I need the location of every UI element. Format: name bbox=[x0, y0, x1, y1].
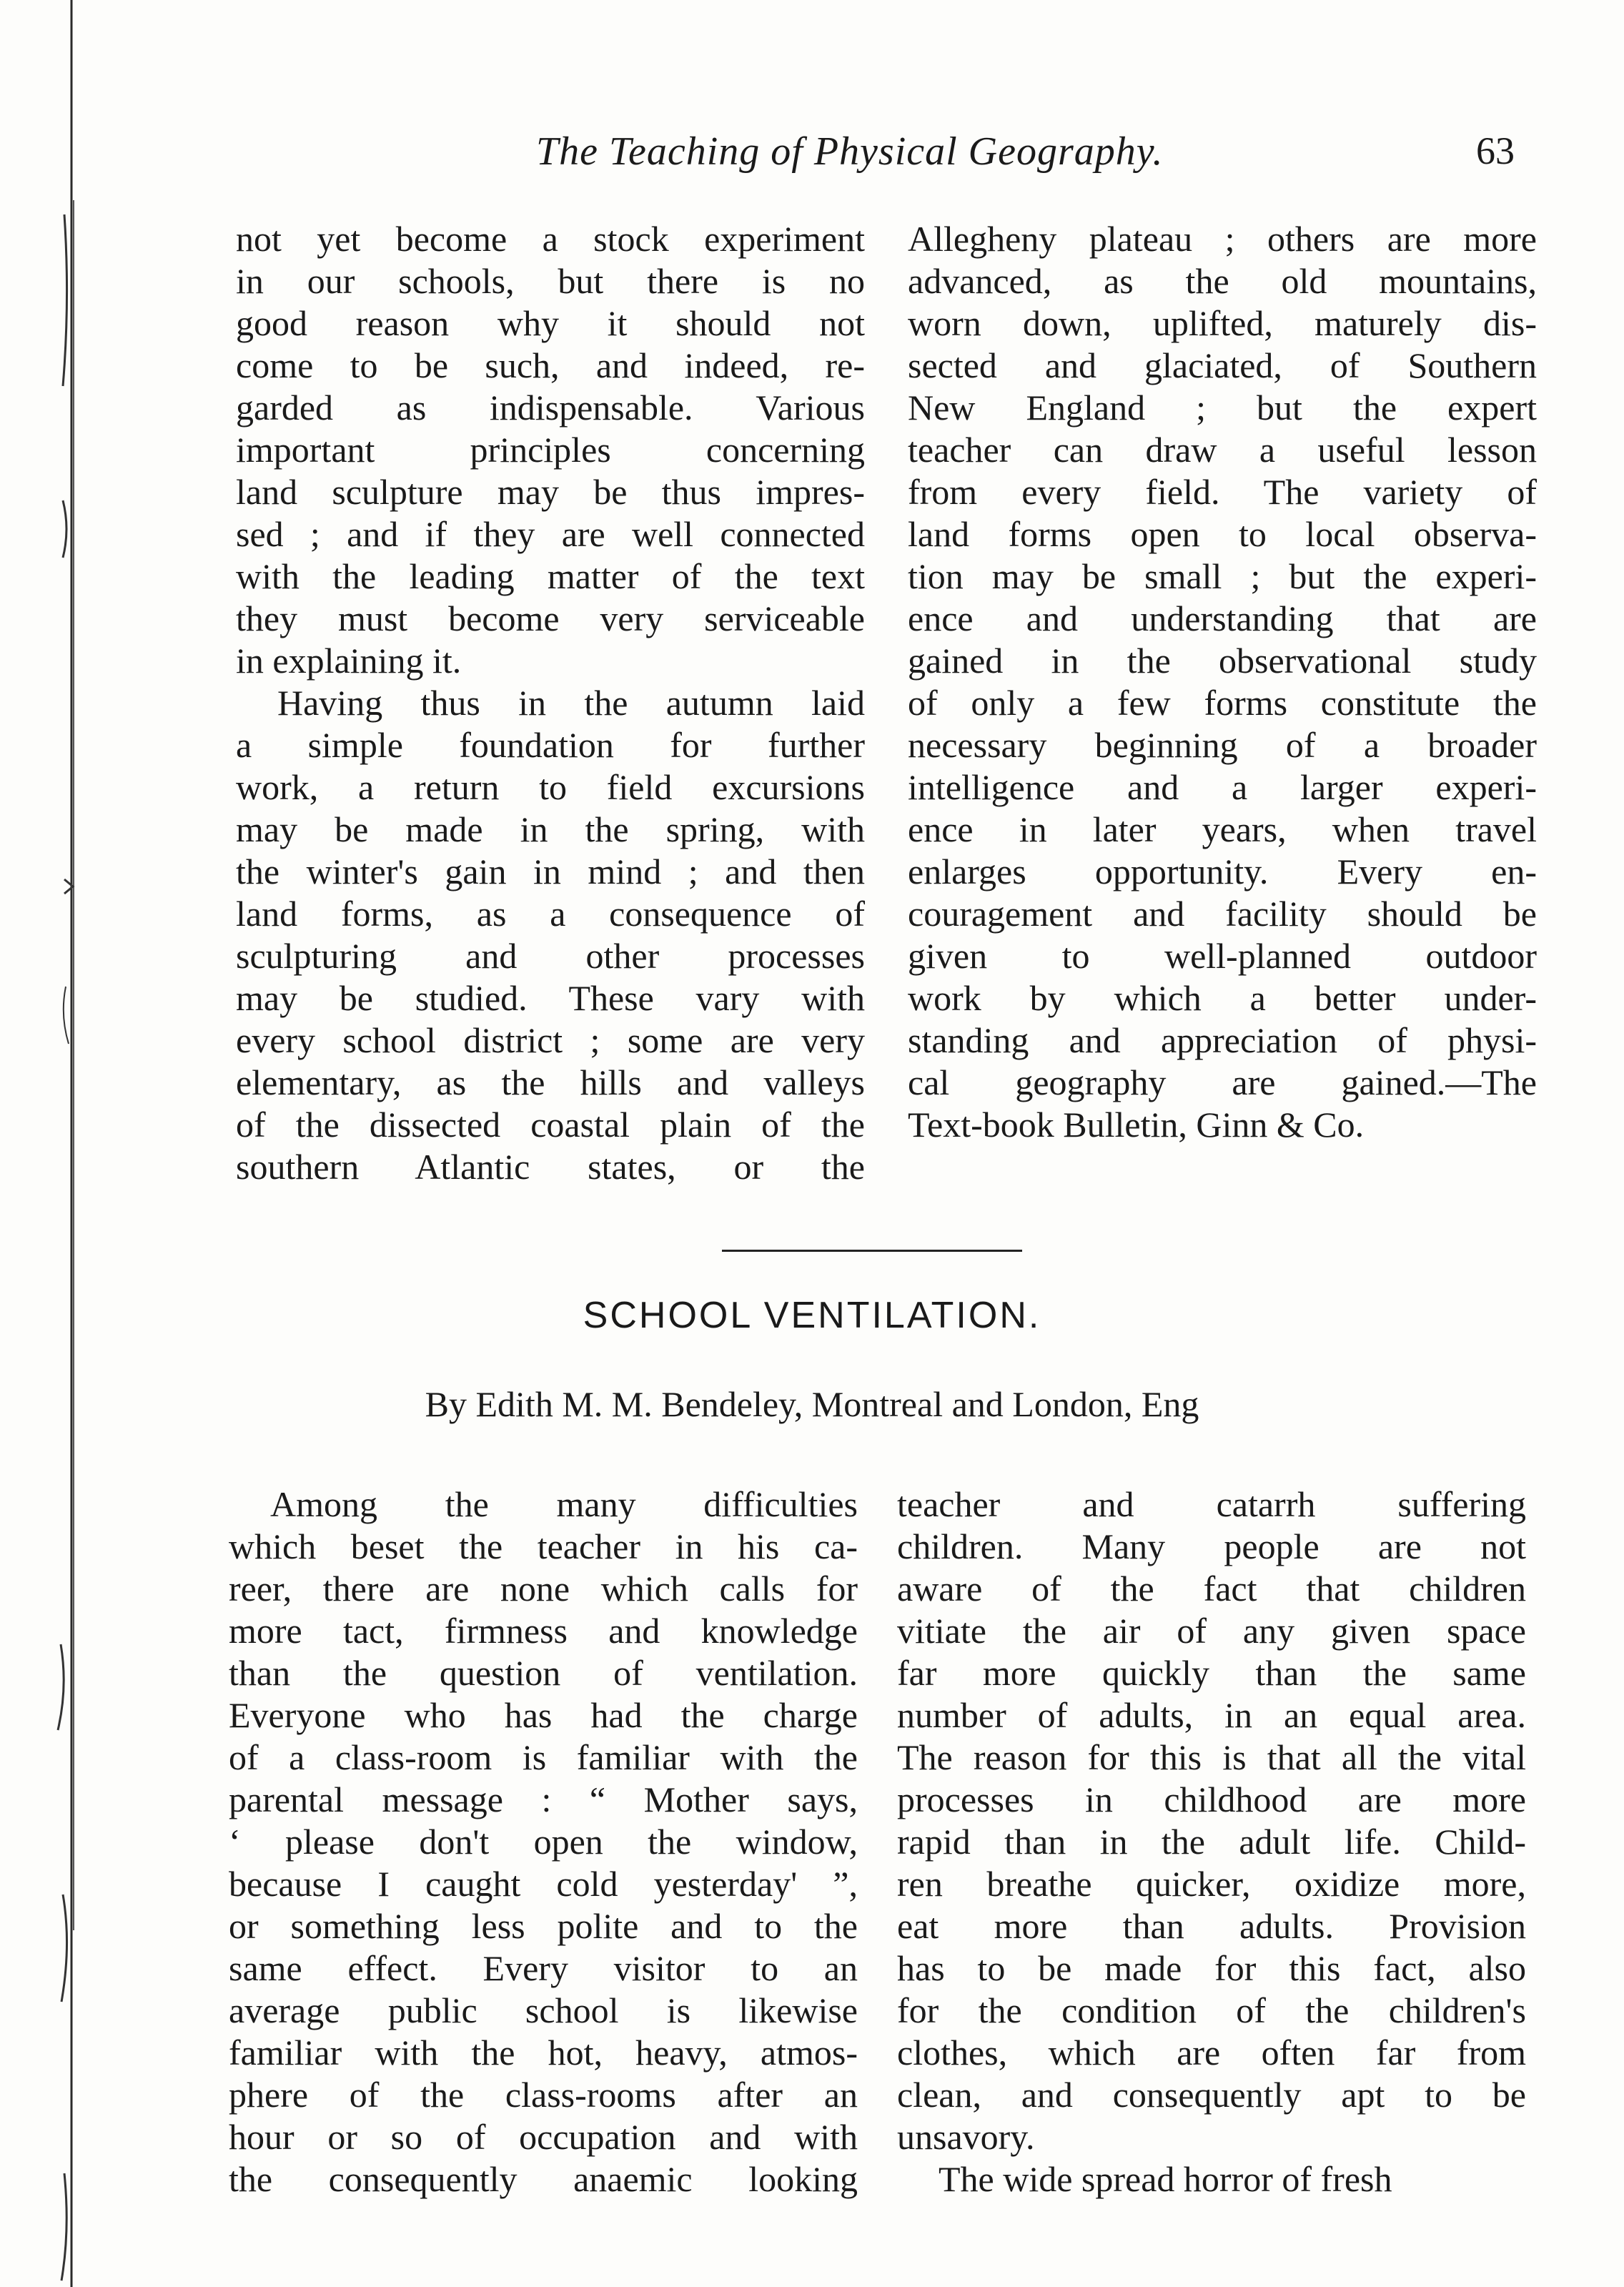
text-line: work, a return to field excursions bbox=[236, 767, 865, 807]
text-line: teacher and catarrh suffering bbox=[897, 1484, 1526, 1524]
text-line: with the leading matter of the text bbox=[236, 556, 865, 596]
text-line: a simple foundation for further bbox=[236, 725, 865, 765]
text-line: land sculpture may be thus impres- bbox=[236, 472, 865, 512]
text-line: worn down, uplifted, maturely dis- bbox=[908, 303, 1537, 343]
text-line: in our schools, but there is no bbox=[236, 261, 865, 301]
text-line: New England ; but the expert bbox=[908, 387, 1537, 428]
text-line: the consequently anaemic looking bbox=[229, 2159, 858, 2199]
text-line: teacher can draw a useful lesson bbox=[908, 430, 1537, 470]
text-line: Allegheny plateau ; others are more bbox=[908, 219, 1537, 259]
page-number: 63 bbox=[1476, 129, 1515, 172]
text-line: ence and understanding that are bbox=[908, 598, 1537, 638]
text-line: sed ; and if they are well connected bbox=[236, 514, 865, 554]
text-line: of a class-room is familiar with the bbox=[229, 1737, 858, 1777]
text-line: number of adults, in an equal area. bbox=[897, 1695, 1526, 1735]
text-line: work by which a better under- bbox=[908, 978, 1537, 1018]
text-line: or something less polite and to the bbox=[229, 1906, 858, 1946]
section-divider bbox=[722, 1250, 1022, 1252]
text-line: average public school is likewise bbox=[229, 1990, 858, 2030]
text-line: aware of the fact that children bbox=[897, 1569, 1526, 1609]
text-line: Having thus in the autumn laid bbox=[277, 683, 865, 723]
text-line: clothes, which are often far from bbox=[897, 2032, 1526, 2073]
text-line: hour or so of occupation and with bbox=[229, 2117, 858, 2157]
text-line: rapid than in the adult life. Child- bbox=[897, 1822, 1526, 1862]
text-line: tion may be small ; but the experi- bbox=[908, 556, 1537, 596]
text-line: processes in childhood are more bbox=[897, 1779, 1526, 1819]
text-line: cal geography are gained.—The bbox=[908, 1062, 1537, 1102]
text-line: than the question of ventilation. bbox=[229, 1653, 858, 1693]
text-line: standing and appreciation of physi- bbox=[908, 1020, 1537, 1060]
text-line: which beset the teacher in his ca- bbox=[229, 1526, 858, 1566]
text-line: ren breathe quicker, oxidize more, bbox=[897, 1864, 1526, 1904]
text-line: phere of the class-rooms after an bbox=[229, 2075, 858, 2115]
text-line: they must become very serviceable bbox=[236, 598, 865, 638]
byline: By Edith M. M. Bendeley, Montreal and London, Eng bbox=[425, 1384, 1199, 1424]
running-head-title: The Teaching of Physical Geography. bbox=[536, 129, 1164, 174]
text-line: sculpturing and other processes bbox=[236, 936, 865, 976]
text-line: The reason for this is that all the vital bbox=[897, 1737, 1526, 1777]
text-line: same effect. Every visitor to an bbox=[229, 1948, 858, 1988]
article2-right-column bbox=[897, 1483, 1526, 2200]
text-line: land forms, as a consequence of bbox=[236, 894, 865, 934]
section-title: SCHOOL VENTILATION. bbox=[583, 1295, 1041, 1336]
text-line: for the condition of the children's bbox=[897, 1990, 1526, 2030]
text-line: garded as indispensable. Various bbox=[236, 387, 865, 428]
text-line: has to be made for this fact, also bbox=[897, 1948, 1526, 1988]
text-line: familiar with the hot, heavy, atmos- bbox=[229, 2032, 858, 2073]
text-line: Text-book Bulletin, Ginn & Co. bbox=[908, 1105, 1365, 1145]
text-line: clean, and consequently apt to be bbox=[897, 2075, 1526, 2115]
text-line: ence in later years, when travel bbox=[908, 809, 1537, 849]
text-line: advanced, as the old mountains, bbox=[908, 261, 1537, 301]
text-line: ‘ please don't open the window, bbox=[229, 1822, 858, 1862]
text-line: land forms open to local observa- bbox=[908, 514, 1537, 554]
running-head bbox=[0, 129, 1624, 186]
text-line: not yet become a stock experiment bbox=[236, 219, 865, 259]
text-line: every school district ; some are very bbox=[236, 1020, 865, 1060]
binding-edge-artifact bbox=[21, 0, 77, 2287]
text-line: Among the many difficulties bbox=[270, 1484, 858, 1524]
text-line: reer, there are none which calls for bbox=[229, 1569, 858, 1609]
text-line: of only a few forms constitute the bbox=[908, 683, 1537, 723]
text-line: necessary beginning of a broader bbox=[908, 725, 1537, 765]
article2-left-column bbox=[229, 1483, 858, 2200]
text-line: eat more than adults. Provision bbox=[897, 1906, 1526, 1946]
text-line: southern Atlantic states, or the bbox=[236, 1147, 865, 1187]
text-line: children. Many people are not bbox=[897, 1526, 1526, 1566]
text-line: sected and glaciated, of Southern bbox=[908, 345, 1537, 385]
text-line: elementary, as the hills and valleys bbox=[236, 1062, 865, 1102]
text-line: couragement and facility should be bbox=[908, 894, 1537, 934]
text-line: vitiate the air of any given space bbox=[897, 1611, 1526, 1651]
text-line: given to well-planned outdoor bbox=[908, 936, 1537, 976]
text-line: good reason why it should not bbox=[236, 303, 865, 343]
text-line: gained in the observational study bbox=[908, 641, 1537, 681]
text-line: may be made in the spring, with bbox=[236, 809, 865, 849]
text-line: unsavory. bbox=[897, 2117, 1035, 2157]
text-line: parental message : “ Mother says, bbox=[229, 1779, 858, 1819]
text-line: more tact, firmness and knowledge bbox=[229, 1611, 858, 1651]
text-line: because I caught cold yesterday' ”, bbox=[229, 1864, 858, 1904]
text-line: the winter's gain in mind ; and then bbox=[236, 851, 865, 891]
text-line: of the dissected coastal plain of the bbox=[236, 1105, 865, 1145]
text-line: enlarges opportunity. Every en- bbox=[908, 851, 1537, 891]
text-line: Everyone who has had the charge bbox=[229, 1695, 858, 1735]
text-line: important principles concerning bbox=[236, 430, 865, 470]
text-line: in explaining it. bbox=[236, 641, 462, 681]
text-line: from every field. The variety of bbox=[908, 472, 1537, 512]
article1-left-column bbox=[236, 218, 865, 1188]
text-line: may be studied. These vary with bbox=[236, 978, 865, 1018]
text-line: The wide spread horror of fresh bbox=[939, 2159, 1392, 2199]
text-line: far more quickly than the same bbox=[897, 1653, 1526, 1693]
text-line: come to be such, and indeed, re- bbox=[236, 345, 865, 385]
article1-right-column bbox=[908, 218, 1537, 1146]
text-line: intelligence and a larger experi- bbox=[908, 767, 1537, 807]
